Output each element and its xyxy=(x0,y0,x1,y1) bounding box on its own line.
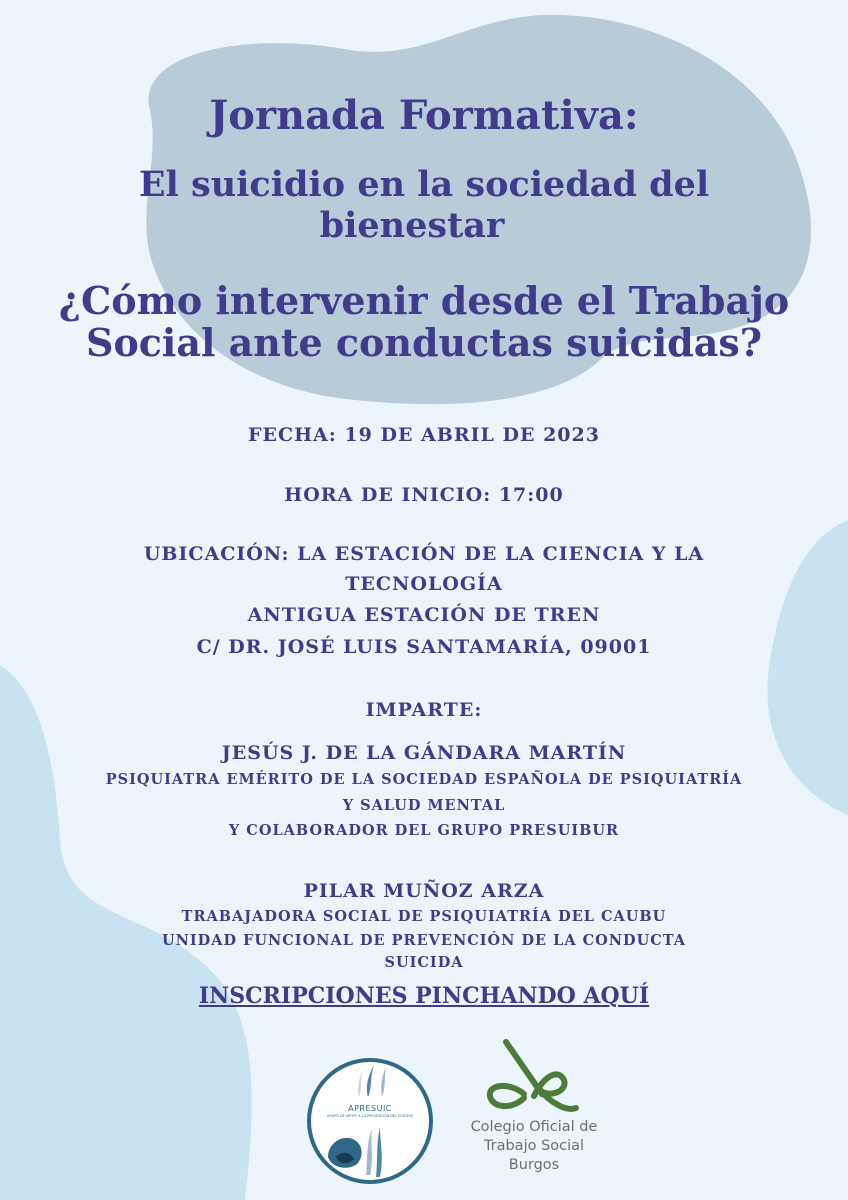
start-time: HORA DE INICIO: 17:00 xyxy=(284,484,564,506)
speaker-2-role-line-1: TRABAJADORA SOCIAL DE PSIQUIATRÍA DEL CAUBU xyxy=(181,908,667,925)
location-line-1: UBICACIÓN: LA ESTACIÓN DE LA CIENCIA Y LA xyxy=(143,543,705,565)
speaker-1-role-line-3: Y COLABORADOR DEL GRUPO PRESUIBUR xyxy=(228,822,620,839)
location-line-3: ANTIGUA ESTACIÓN DE TREN xyxy=(247,604,601,626)
location-line-2: TECNOLOGÍA xyxy=(345,573,503,595)
speaker-1-role-line-2: Y SALUD MENTAL xyxy=(342,797,506,814)
event-title: Jornada Formativa: xyxy=(209,92,639,139)
subtitle-line-2: bienestar xyxy=(319,205,505,246)
question-line-2: Social ante conductas suicidas? xyxy=(86,320,762,365)
cots-line-3: Burgos xyxy=(508,1157,560,1173)
apresuic-tagline: GRUPO DE APOYO A LA PREVENCIÓN DEL SUICIDIO xyxy=(326,1114,414,1118)
apresuic-logo xyxy=(306,1057,434,1185)
question-line-1: ¿Cómo intervenir desde el Trabajo xyxy=(58,278,790,323)
subtitle-line-1: El suicidio en la sociedad del xyxy=(138,164,710,205)
event-date: FECHA: 19 DE ABRIL DE 2023 xyxy=(248,424,600,446)
cots-line-2: Trabajo Social xyxy=(483,1138,585,1154)
speaker-1-name: JESÚS J. DE LA GÁNDARA MARTÍN xyxy=(221,742,627,764)
cots-logo-text xyxy=(446,1118,622,1175)
location-line-4: C/ DR. JOSÉ LUIS SANTAMARÍA, 09001 xyxy=(196,636,652,658)
speaker-2-role-line-3: SUICIDA xyxy=(384,954,464,971)
speaker-2-name: PILAR MUÑOZ ARZA xyxy=(303,880,545,902)
speaker-1-role-line-1: PSIQUIATRA EMÉRITO DE LA SOCIEDAD ESPAÑOLA DE PSIQUIATRÍA xyxy=(105,771,743,788)
speakers-heading: IMPARTE: xyxy=(365,699,483,721)
speaker-2-role-line-2: UNIDAD FUNCIONAL DE PREVENCIÓN DE LA CONDUCTA xyxy=(161,932,687,949)
cots-logo-icon xyxy=(480,1038,590,1120)
registration-link[interactable]: INSCRIPCIONES PINCHANDO AQUÍ xyxy=(198,983,650,1009)
cots-line-1: Colegio Oficial de xyxy=(470,1119,598,1135)
apresuic-name: APRESUIC xyxy=(348,1104,392,1113)
